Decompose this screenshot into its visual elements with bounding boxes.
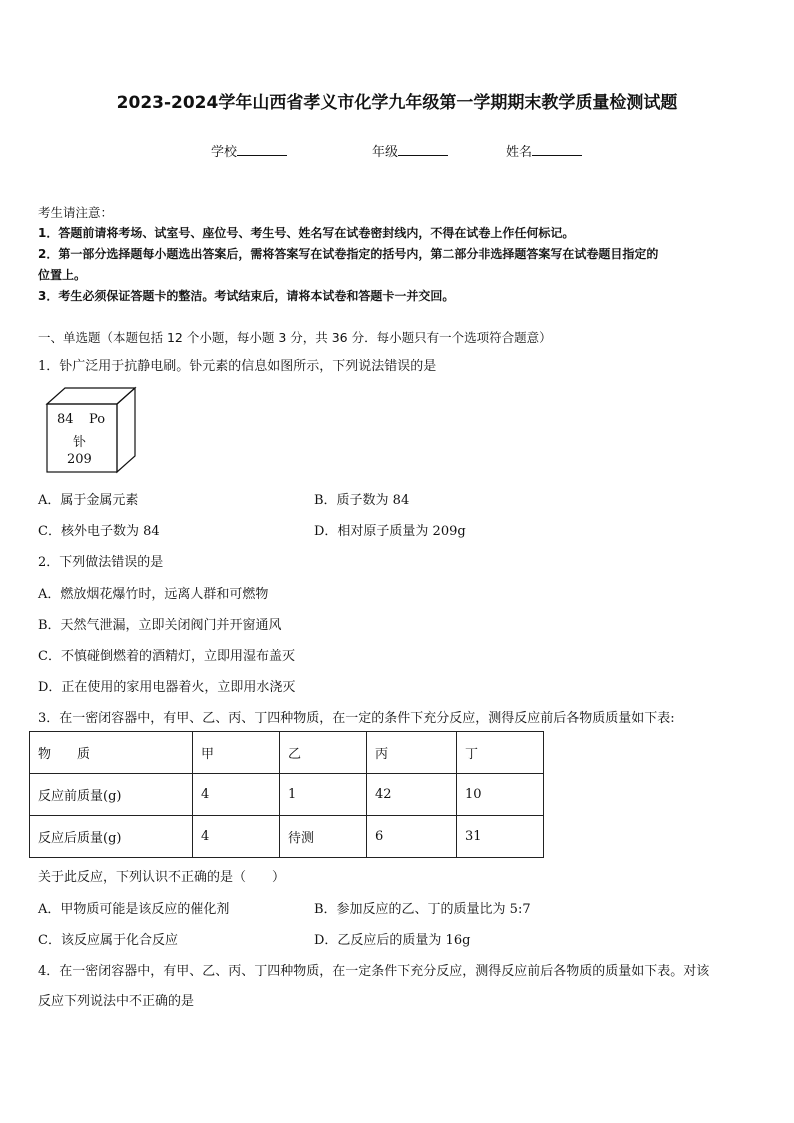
q1-option-c: C．核外电子数为 84 [38,524,160,539]
table-cell: 丙 [367,732,457,774]
element-cube-shape [45,386,140,474]
table-cell: 4 [193,816,280,858]
table-cell: 1 [280,774,367,816]
name-field [506,141,582,160]
grade-field [372,141,448,160]
element-name: 钋 [73,435,87,450]
mass-table [29,731,544,858]
table-cell: 反应后质量(g) [30,816,193,858]
q2-option-a: A．燃放烟花爆竹时，远离人群和可燃物 [38,587,269,602]
q1-option-a: A．属于金属元素 [38,493,139,508]
grade-blank [398,143,448,156]
q1-option-d: D．相对原子质量为 209g [314,524,466,539]
q2-option-c: C．不慎碰倒燃着的酒精灯，立即用湿布盖灭 [38,649,295,664]
question-4-stem-line2: 反应下列说法中不正确的是 [38,994,195,1009]
notice-item-2: 2．第一部分选择题每小题选出答案后，需将答案写在试卷指定的括号内，第二部分非选择题答案写在试卷题目指定的 [38,247,659,261]
table-cell: 乙 [280,732,367,774]
table-cell: 甲 [193,732,280,774]
table-cell: 4 [193,774,280,816]
name-blank [532,143,582,156]
q3-option-d: D．乙反应后的质量为 16g [314,933,471,948]
table-cell: 31 [457,816,544,858]
school-field [211,141,287,160]
table-cell: 反应前质量(g) [30,774,193,816]
table-row [30,732,544,774]
q2-option-b: B．天然气泄漏，立即关闭阀门并开窗通风 [38,618,282,633]
table-row [30,774,544,816]
question-3-stem: 3．在一密闭容器中，有甲、乙、丙、丁四种物质，在一定的条件下充分反应，测得反应前后各物质质量如下表: [38,711,675,726]
table-cell: 待测 [280,816,367,858]
table-cell: 10 [457,774,544,816]
notice-heading: 考生请注意： [38,205,114,220]
question-3-follow: 关于此反应，下列认识不正确的是（ ） [38,870,286,885]
question-4-stem-line1: 4．在一密闭容器中，有甲、乙、丙、丁四种物质，在一定条件下充分反应，测得反应前后各物质的质量如下表。对该 [38,964,710,979]
section-heading: 一、单选题（本题包括 12 个小题，每小题 3 分，共 36 分．每小题只有一个选项符合题意） [38,330,552,345]
table-cell: 42 [367,774,457,816]
table-cell: 物 质 [30,732,193,774]
school-label: 学校 [211,145,238,160]
element-symbol: Po [89,412,106,427]
table-cell: 6 [367,816,457,858]
q2-option-d: D．正在使用的家用电器着火，立即用水浇灭 [38,680,296,695]
q1-option-b: B．质子数为 84 [314,493,410,508]
q3-option-a: A．甲物质可能是该反应的催化剂 [38,902,230,917]
school-blank [237,143,287,156]
table-row [30,816,544,858]
element-card [45,386,140,474]
q3-option-c: C．该反应属于化合反应 [38,933,178,948]
notice-item-1: 1．答题前请将考场、试室号、座位号、考生号、姓名写在试卷密封线内，不得在试卷上作任何标记。 [38,226,575,240]
table-cell: 丁 [457,732,544,774]
question-1-stem: 1．钋广泛用于抗静电刷。钋元素的信息如图所示，下列说法错误的是 [38,359,437,374]
notice-item-2-cont: 位置上。 [38,268,87,282]
grade-label: 年级 [372,145,399,160]
page-title: 2023-2024学年山西省孝义市化学九年级第一学期期末教学质量检测试题 [116,93,678,113]
name-label: 姓名 [506,145,533,160]
q3-option-b: B．参加反应的乙、丁的质量比为 5:7 [314,902,531,917]
element-number: 84 [57,412,74,427]
notice-item-3: 3．考生必须保证答题卡的整洁。考试结束后，请将本试卷和答题卡一并交回。 [38,289,455,303]
element-mass: 209 [67,452,92,467]
question-2-stem: 2．下列做法错误的是 [38,555,164,570]
